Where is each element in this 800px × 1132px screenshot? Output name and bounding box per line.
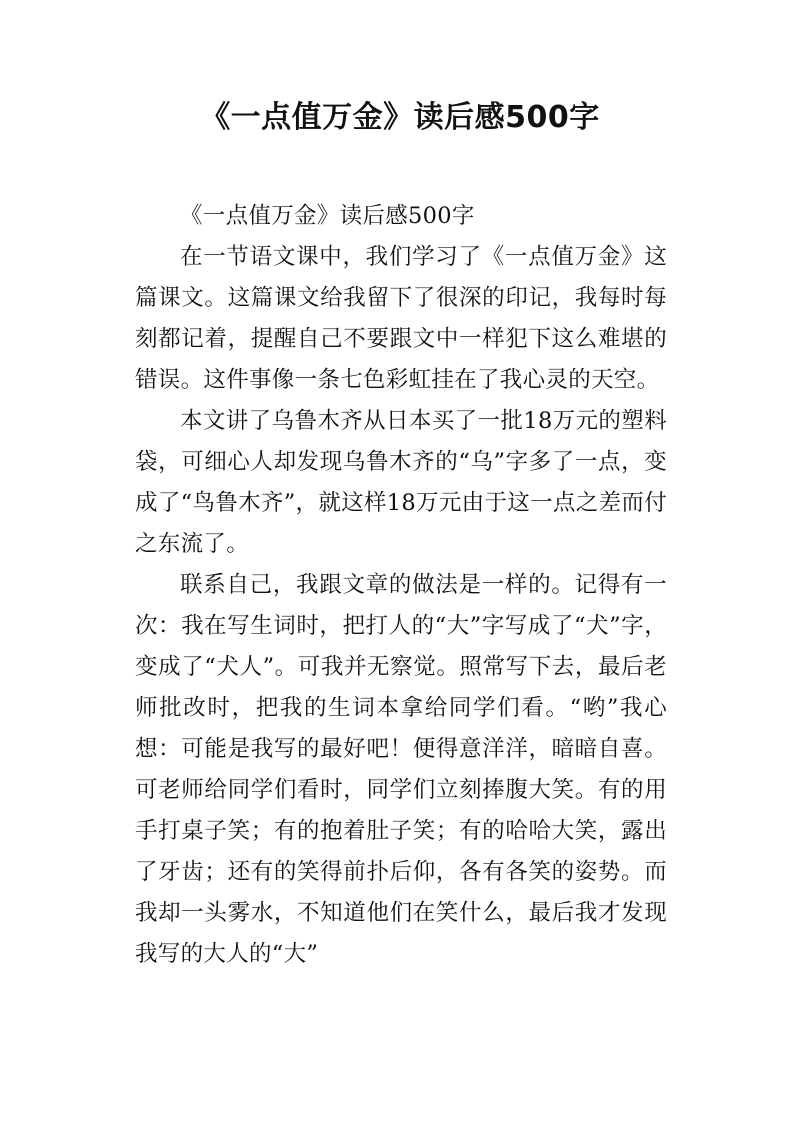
document-body <box>135 196 667 975</box>
paragraph-2: 本文讲了乌鲁木齐从日本买了一批18万元的塑料袋，可细心人却发现乌鲁木齐的“乌”字多了一点，变成了“鸟鲁木齐”，就这样18万元由于这一点之差而付之东流了。 <box>135 408 667 557</box>
document-title: 《一点值万金》读后感500字 <box>200 100 600 135</box>
paragraph-3: 联系自己，我跟文章的做法是一样的。记得有一次：我在写生词时，把打人的“大”字写成了“犬”字，变成了“犬人”。可我并无察觉。照常写下去，最后老师批改时，把我的生词本拿给同学们看。“哟”我心想：可能是我写的最好吧！便得意洋洋，暗暗自喜。可老师给同学们看时，同学们立刻捧腹大笑。有的用手打桌子笑；有的抱着肚子笑；有的哈哈大笑，露出了牙齿；还有的笑得前扑后仰，各有各笑的姿势。而我却一头雾水，不知道他们在笑什么，最后我才发现我写的大人的“大” <box>135 572 667 967</box>
paragraph-1: 在一节语文课中，我们学习了《一点值万金》这篇课文。这篇课文给我留下了很深的印记，我每时每刻都记着，提醒自己不要跟文中一样犯下这么难堪的错误。这件事像一条七色彩虹挂在了我心灵的天空。 <box>135 244 667 393</box>
paragraph-subtitle: 《一点值万金》读后感500字 <box>180 203 475 229</box>
